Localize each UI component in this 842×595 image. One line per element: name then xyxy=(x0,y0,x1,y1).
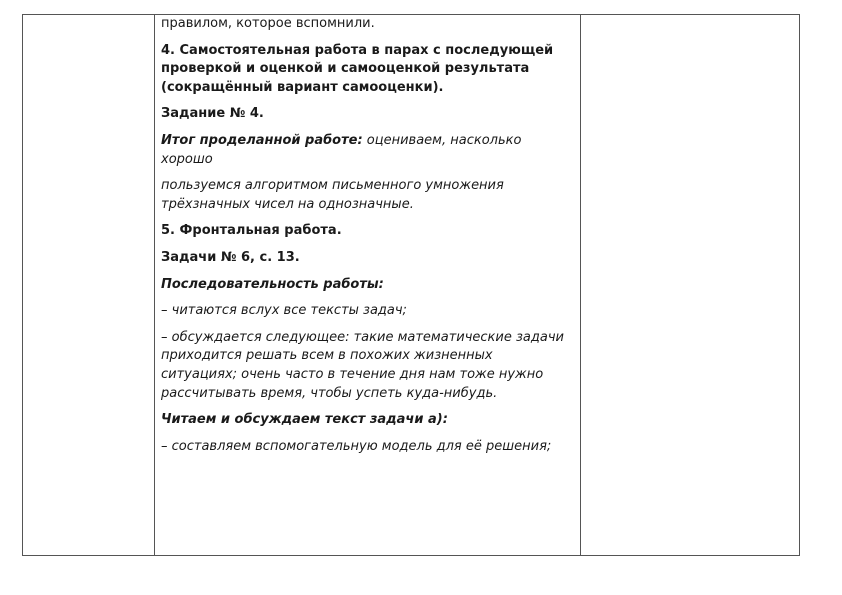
summary-paragraph xyxy=(161,132,571,169)
section-heading-frontal-work: 5. Фронтальная работа. xyxy=(161,223,342,239)
column-divider-left xyxy=(154,15,155,555)
tasks-6-heading: Задачи № 6, с. 13. xyxy=(161,249,300,265)
task-a-step-1: – составляем вспомогательную модель для её решения; xyxy=(161,438,552,454)
activity-cell xyxy=(161,15,571,464)
sequence-step-2: – обсуждается следующее: такие математические задачи приходится решать всем в похожих жизненных ситуациях; очень часто в течение дня нам тоже нужно рассчитывать время, чтобы успеть куда-нибудь. xyxy=(161,329,564,401)
task-4-heading: Задание № 4. xyxy=(161,106,264,122)
section-heading-independent-work: 4. Самостоятельная работа в парах с последующей проверкой и оценкой и самооценкой результата (сокращённый вариант самооценки). xyxy=(161,42,554,95)
column-divider-right xyxy=(580,15,581,555)
lesson-table xyxy=(22,14,800,556)
paragraph-intro-end: правилом, которое вспомнили. xyxy=(161,16,375,31)
summary-text: оцениваем, насколько хорошо xyxy=(161,132,522,167)
summary-label: Итог проделанной работе: xyxy=(161,132,363,148)
algorithm-paragraph: пользуемся алгоритмом письменного умножения трёхзначных чисел на однозначные. xyxy=(161,178,504,212)
sequence-step-1: – читаются вслух все тексты задач; xyxy=(161,303,407,319)
work-sequence-heading: Последовательность работы: xyxy=(161,276,384,292)
task-a-heading: Читаем и обсуждаем текст задачи а): xyxy=(161,412,448,428)
